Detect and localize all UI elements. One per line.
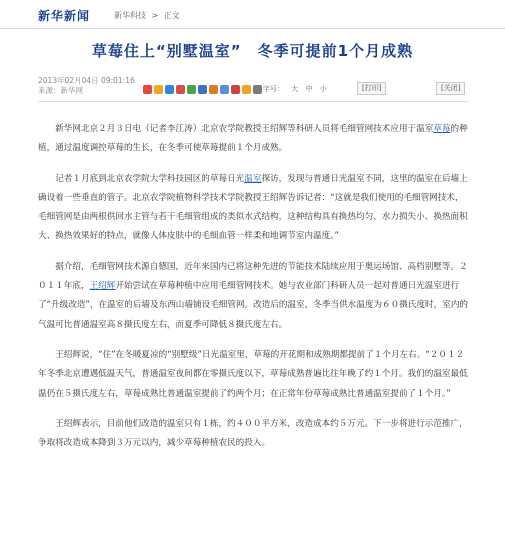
keyword-link[interactable]: 王绍辉 [89, 281, 116, 292]
article-title: 草莓住上“别墅温室” 冬季可提前1个月成熟 [91, 42, 414, 60]
renren-icon[interactable] [165, 85, 174, 94]
article-date: 2013年02月04日 09:01:16 [38, 76, 135, 85]
article-paragraph [38, 170, 470, 247]
more-icon[interactable] [253, 85, 262, 94]
douban-icon[interactable] [198, 85, 207, 94]
article-meta [38, 76, 135, 96]
keyword-link[interactable]: 温室 [244, 173, 262, 184]
keyword-link[interactable]: 草莓 [433, 124, 451, 134]
breadcrumb-current: 正文 [163, 11, 180, 20]
font-size-medium[interactable]: 中 [305, 85, 313, 93]
close-button[interactable]: [关闭] [436, 82, 465, 95]
font-size-label: 字号： [263, 85, 284, 93]
breadcrumb [114, 10, 183, 21]
top-bar [0, 0, 505, 29]
print-button[interactable]: [打印] [357, 82, 386, 95]
font-size-control [263, 84, 332, 94]
paragraph-text: 王绍辉表示，目前他们改造的温室只有１栋，约４００平方米，改造成本约５万元。下一步将进行示范推广，争取将改造成本降到３万元以内，减少草莓种植农民的投入。 [38, 418, 468, 449]
paragraph-text: 据介绍，毛细管网技术源自德国，近年来国内已将这种先进的节能技术陆续应用于奥运场馆、高档别墅等。２０１１年底， [38, 261, 468, 292]
paragraph-text: 探访，发现与普通日光温室不同，这里的温室在后墙上确设着一些垂直的管子。北京农学院植物科学技术学院教授王绍辉告诉记者：“这就是我们使用的毛细管网技术，毛细管网是由两根供回水主管与若干毛细管组成的类似水式结构，这种结构具有换热均匀、水力损失小、换热面积大、换热效果好的特点，就像人体皮肤中的毛细血管一样柔和地调节室内温度。” [38, 173, 468, 242]
share-toolbar [143, 82, 264, 96]
feixin-icon[interactable] [242, 85, 251, 94]
paragraph-text: 开始尝试在草莓种植中应用毛细管网技术。她与农业部门科研人员一起对普通日光温室进行了“升级改造”，在温室的后墙及东西山墙铺设毛细管网。改造后的温室，冬季当供水温度为６０摄氏度时，室内的气温可比普通温室高８摄氏度左右，而夏季可降低８摄氏度左右。 [38, 281, 469, 330]
paragraph-text: 新华网北京２月３日电（记者李江涛）北京农学院教授王绍辉等科研人员将毛细管网技术应用于温室 [55, 124, 434, 134]
tencent-icon[interactable] [154, 85, 163, 94]
paragraph-text: 王绍辉说，“住”在冬暖夏凉的“别墅级”日光温室里，草莓的开花期和成熟期都提前了１个月左右。“２０１２年冬季北京遭遇低温天气，普通温室夜间都在零摄氏度以下，草莓成熟普遍比往年晚了约１个月。我们的温室最低温仍在５摄氏度左右，草莓成熟比普通温室提前了约两个月；在正常年份草莓成熟比普通温室提前了１个月。” [38, 349, 468, 399]
sohu-icon[interactable] [209, 85, 218, 94]
article-paragraph [38, 258, 470, 335]
meta-divider [38, 101, 468, 102]
article-paragraph [38, 120, 470, 159]
breadcrumb-separator: > [151, 11, 159, 20]
people-icon[interactable] [231, 85, 240, 94]
breadcrumb-section[interactable]: 新华科技 [114, 11, 146, 20]
article-paragraph [38, 415, 470, 454]
netease-icon[interactable] [220, 85, 229, 94]
kaixin-icon[interactable] [187, 85, 196, 94]
qzone-icon[interactable] [176, 85, 185, 94]
paragraph-text: 的种植，通过温度调控草莓的生长，在冬季可使草莓提前１个月成熟。 [38, 124, 468, 154]
article-source: 来源：新华网 [38, 86, 83, 95]
paragraph-text: 记者１月底到北京农学院大学科技园区的草莓日光 [55, 173, 245, 184]
article-body [38, 120, 470, 464]
font-size-large[interactable]: 大 [291, 85, 299, 93]
site-logo[interactable]: 新华新闻 [38, 9, 91, 23]
weibo-icon[interactable] [143, 85, 152, 94]
font-size-small[interactable]: 小 [319, 85, 327, 93]
article-paragraph [38, 346, 470, 404]
